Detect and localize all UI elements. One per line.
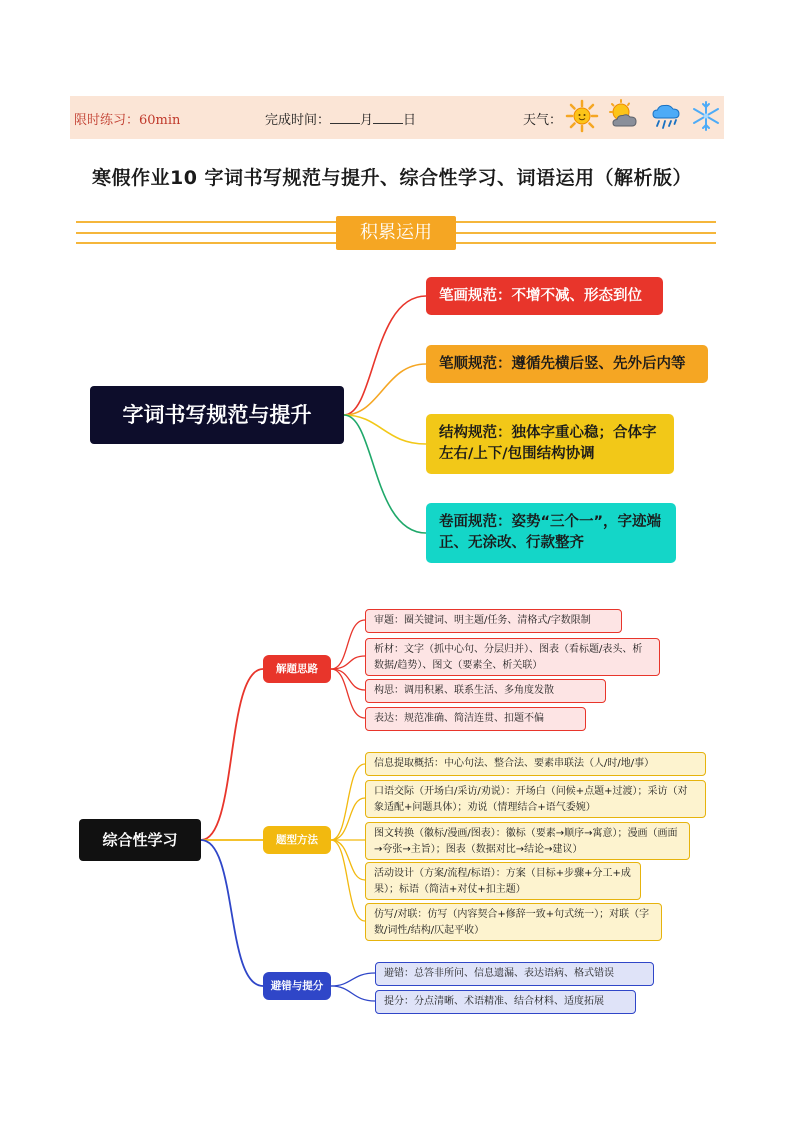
connector-group-thinking: [201, 669, 263, 840]
tip-item: 避错：总答非所问、信息遗漏、表达语病、格式错误: [375, 962, 654, 986]
mindmap2-root: 综合性学习: [79, 819, 201, 861]
finish-time-label: 完成时间：: [265, 113, 331, 128]
time-limit: 限时练习：60min: [74, 113, 181, 128]
connector-stroke: [344, 296, 426, 415]
thinking-item: 审题：圈关键词、明主题/任务、清格式/字数限制: [365, 609, 622, 633]
connector-layout: [344, 415, 426, 533]
method-item: 活动设计（方案/流程/标语）：方案（目标+步骤+分工+成果）；标语（简洁+对仗+扣主题）: [365, 862, 641, 900]
group-tips: 避错与提分: [263, 972, 331, 1000]
thinking-item: 析材：文字（抓中心句、分层归并）、图表（看标题/表头、析数据/趋势）、图文（要素全、析关联）: [365, 638, 660, 676]
branch-stroke-rule: 笔画规范：不增不减、形态到位: [426, 277, 663, 315]
branch-order-rule: 笔顺规范：遵循先横后竖、先外后内等: [426, 345, 708, 383]
connector-structure: [344, 415, 426, 444]
thinking-item: 构思：调用积累、联系生活、多角度发散: [365, 679, 606, 703]
branch-structure-rule: 结构规范：独体字重心稳；合体字左右/上下/包围结构协调: [426, 414, 674, 474]
method-item: 图文转换（徽标/漫画/图表）：徽标（要素→顺序→寓意）；漫画（画面→夸张→主旨）；图表（数据对比→结论→建议）: [365, 822, 690, 860]
method-item: 信息提取概括：中心句法、整合法、要素串联法（人/时/地/事）: [365, 752, 706, 776]
group-thinking: 解题思路: [263, 655, 331, 683]
section-heading: 积累运用: [336, 216, 456, 250]
day-label: 日: [403, 113, 417, 128]
thinking-item: 表达：规范准确、简洁连贯、扣题不偏: [365, 707, 586, 731]
branch-layout-rule: 卷面规范：姿势“三个一”，字迹端正、无涂改、行款整齐: [426, 503, 676, 563]
weather-label: 天气：: [523, 113, 563, 128]
connector-group-tips: [201, 840, 263, 986]
page-title: 寒假作业10 字词书写规范与提升、综合性学习、词语运用（解析版）: [92, 167, 693, 189]
mindmap1-root: 字词书写规范与提升: [90, 386, 344, 444]
method-item: 口语交际（开场白/采访/劝说）：开场白（问候+点题+过渡）；采访（对象适配+问题具体）；劝说（情理结合+语气委婉）: [365, 780, 706, 818]
month-label: 月: [360, 113, 374, 128]
method-item: 仿写/对联：仿写（内容契合+修辞一致+句式统一）；对联（字数/词性/结构/仄起平收）: [365, 903, 662, 941]
tip-item: 提分：分点清晰、术语精准、结合材料、适度拓展: [375, 990, 636, 1014]
group-methods: 题型方法: [263, 826, 331, 854]
